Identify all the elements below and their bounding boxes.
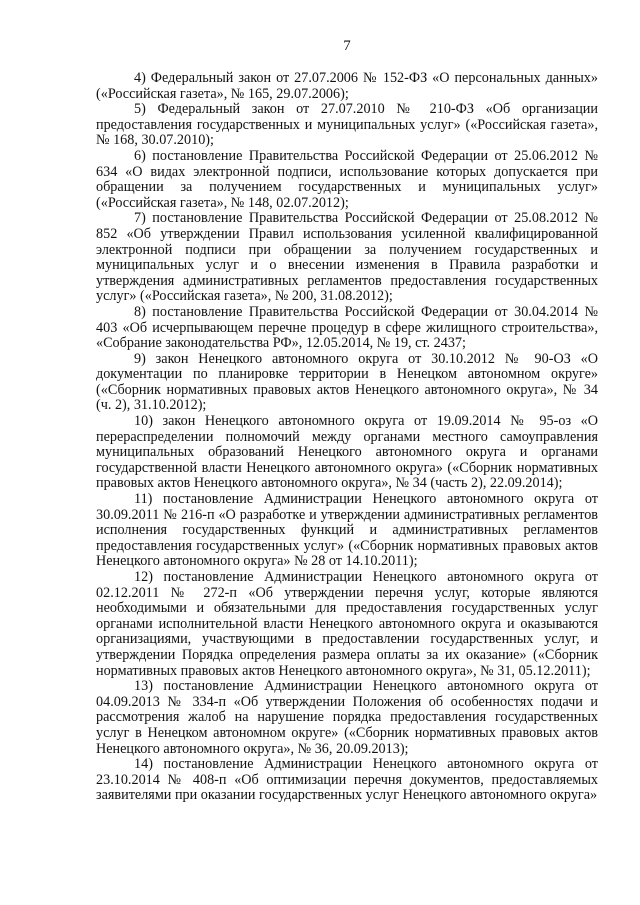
list-item-10: 10) закон Ненецкого автономного округа от 19.09.2014 № 95-оз «О перераспределении полномочий между органами местного самоуправления муниципальных образований Ненецкого автономного округа и органами государственной власти Ненецкого автономного округа» («Сборник нормативных правовых актов Ненецкого автономного округа», № 34 (часть 2), 22.09.2014); [96,413,598,492]
list-item-12: 12) постановление Администрации Ненецкого автономного округа от 02.12.2011 № 272-п «Об утверждении перечня услуг, которые являются необходимыми и обязательными для предоставления государственных услуг органами исполнительной власти Ненецкого автономного округа и оказываются организациями, участвующими в предоставлении государственных услуг, и утверждении Порядка определения размера оплаты за их оказание» («Сборник нормативных правовых актов Ненецкого автономного округа», № 31, 05.12.2011); [96,569,598,679]
list-item-11: 11) постановление Администрации Ненецкого автономного округа от 30.09.2011 № 216-п «О разработке и утверждении административных регламентов исполнения государственных функций и административных регламентов предоставления государственных услуг» («Сборник нормативных правовых актов Ненецкого автономного округа» № 28 от 14.10.2011); [96,491,598,570]
list-item-5: 5) Федеральный закон от 27.07.2010 № 210-ФЗ «Об организации предоставления государственных и муниципальных услуг» («Российская газета», № 168, 30.07.2010); [96,101,598,149]
list-item-6: 6) постановление Правительства Российской Федерации от 25.06.2012 № 634 «О видах электронной подписи, использование которых допускается при обращении за получением государственных и муниципальных услуг» («Российская газета», № 148, 02.07.2012); [96,147,598,211]
list-item-7: 7) постановление Правительства Российской Федерации от 25.08.2012 № 852 «Об утверждении Правил использования усиленной квалифицированной электронной подписи при обращении за получением государственных и муниципальных услуг и о внесении изменения в Правила разработки и утверждения административных регламентов предоставления государственных услуг» («Российская газета», № 200, 31.08.2012); [96,210,598,305]
list-item-9: 9) закон Ненецкого автономного округа от 30.10.2012 № 90-ОЗ «О документации по планировке территории в Ненецком автономном округе» («Сборник нормативных правовых актов Ненецкого автономного округа», № 34 (ч. 2), 31.10.2012); [96,350,598,414]
list-item-8: 8) постановление Правительства Российской Федерации от 30.04.2014 № 403 «Об исчерпывающем перечне процедур в сфере жилищного строительства», «Собрание законодательства РФ», 12.05.2014, № 19, ст. 2437; [96,303,598,352]
list-item-13: 13) постановление Администрации Ненецкого автономного округа от 04.09.2013 № 334-п «Об утверждении Положения об особенностях подачи и рассмотрения жалоб на нарушение порядка предоставления государственных услуг в Ненецком автономном округе» («Сборник нормативных правовых актов Ненецкого автономного округа», № 36, 20.09.2013); [96,678,598,757]
page-number: 7 [343,38,351,54]
list-item-4: 4) Федеральный закон от 27.07.2006 № 152-ФЗ «О персональных данных» («Российская газета», № 165, 29.07.2006); [96,70,598,102]
list-item-14: 14) постановление Администрации Ненецкого автономного округа от 23.10.2014 № 408-п «Об оптимизации перечня документов, предоставляемых заявителями при оказании государственных услуг Ненецкого автономного округа» [96,756,598,804]
